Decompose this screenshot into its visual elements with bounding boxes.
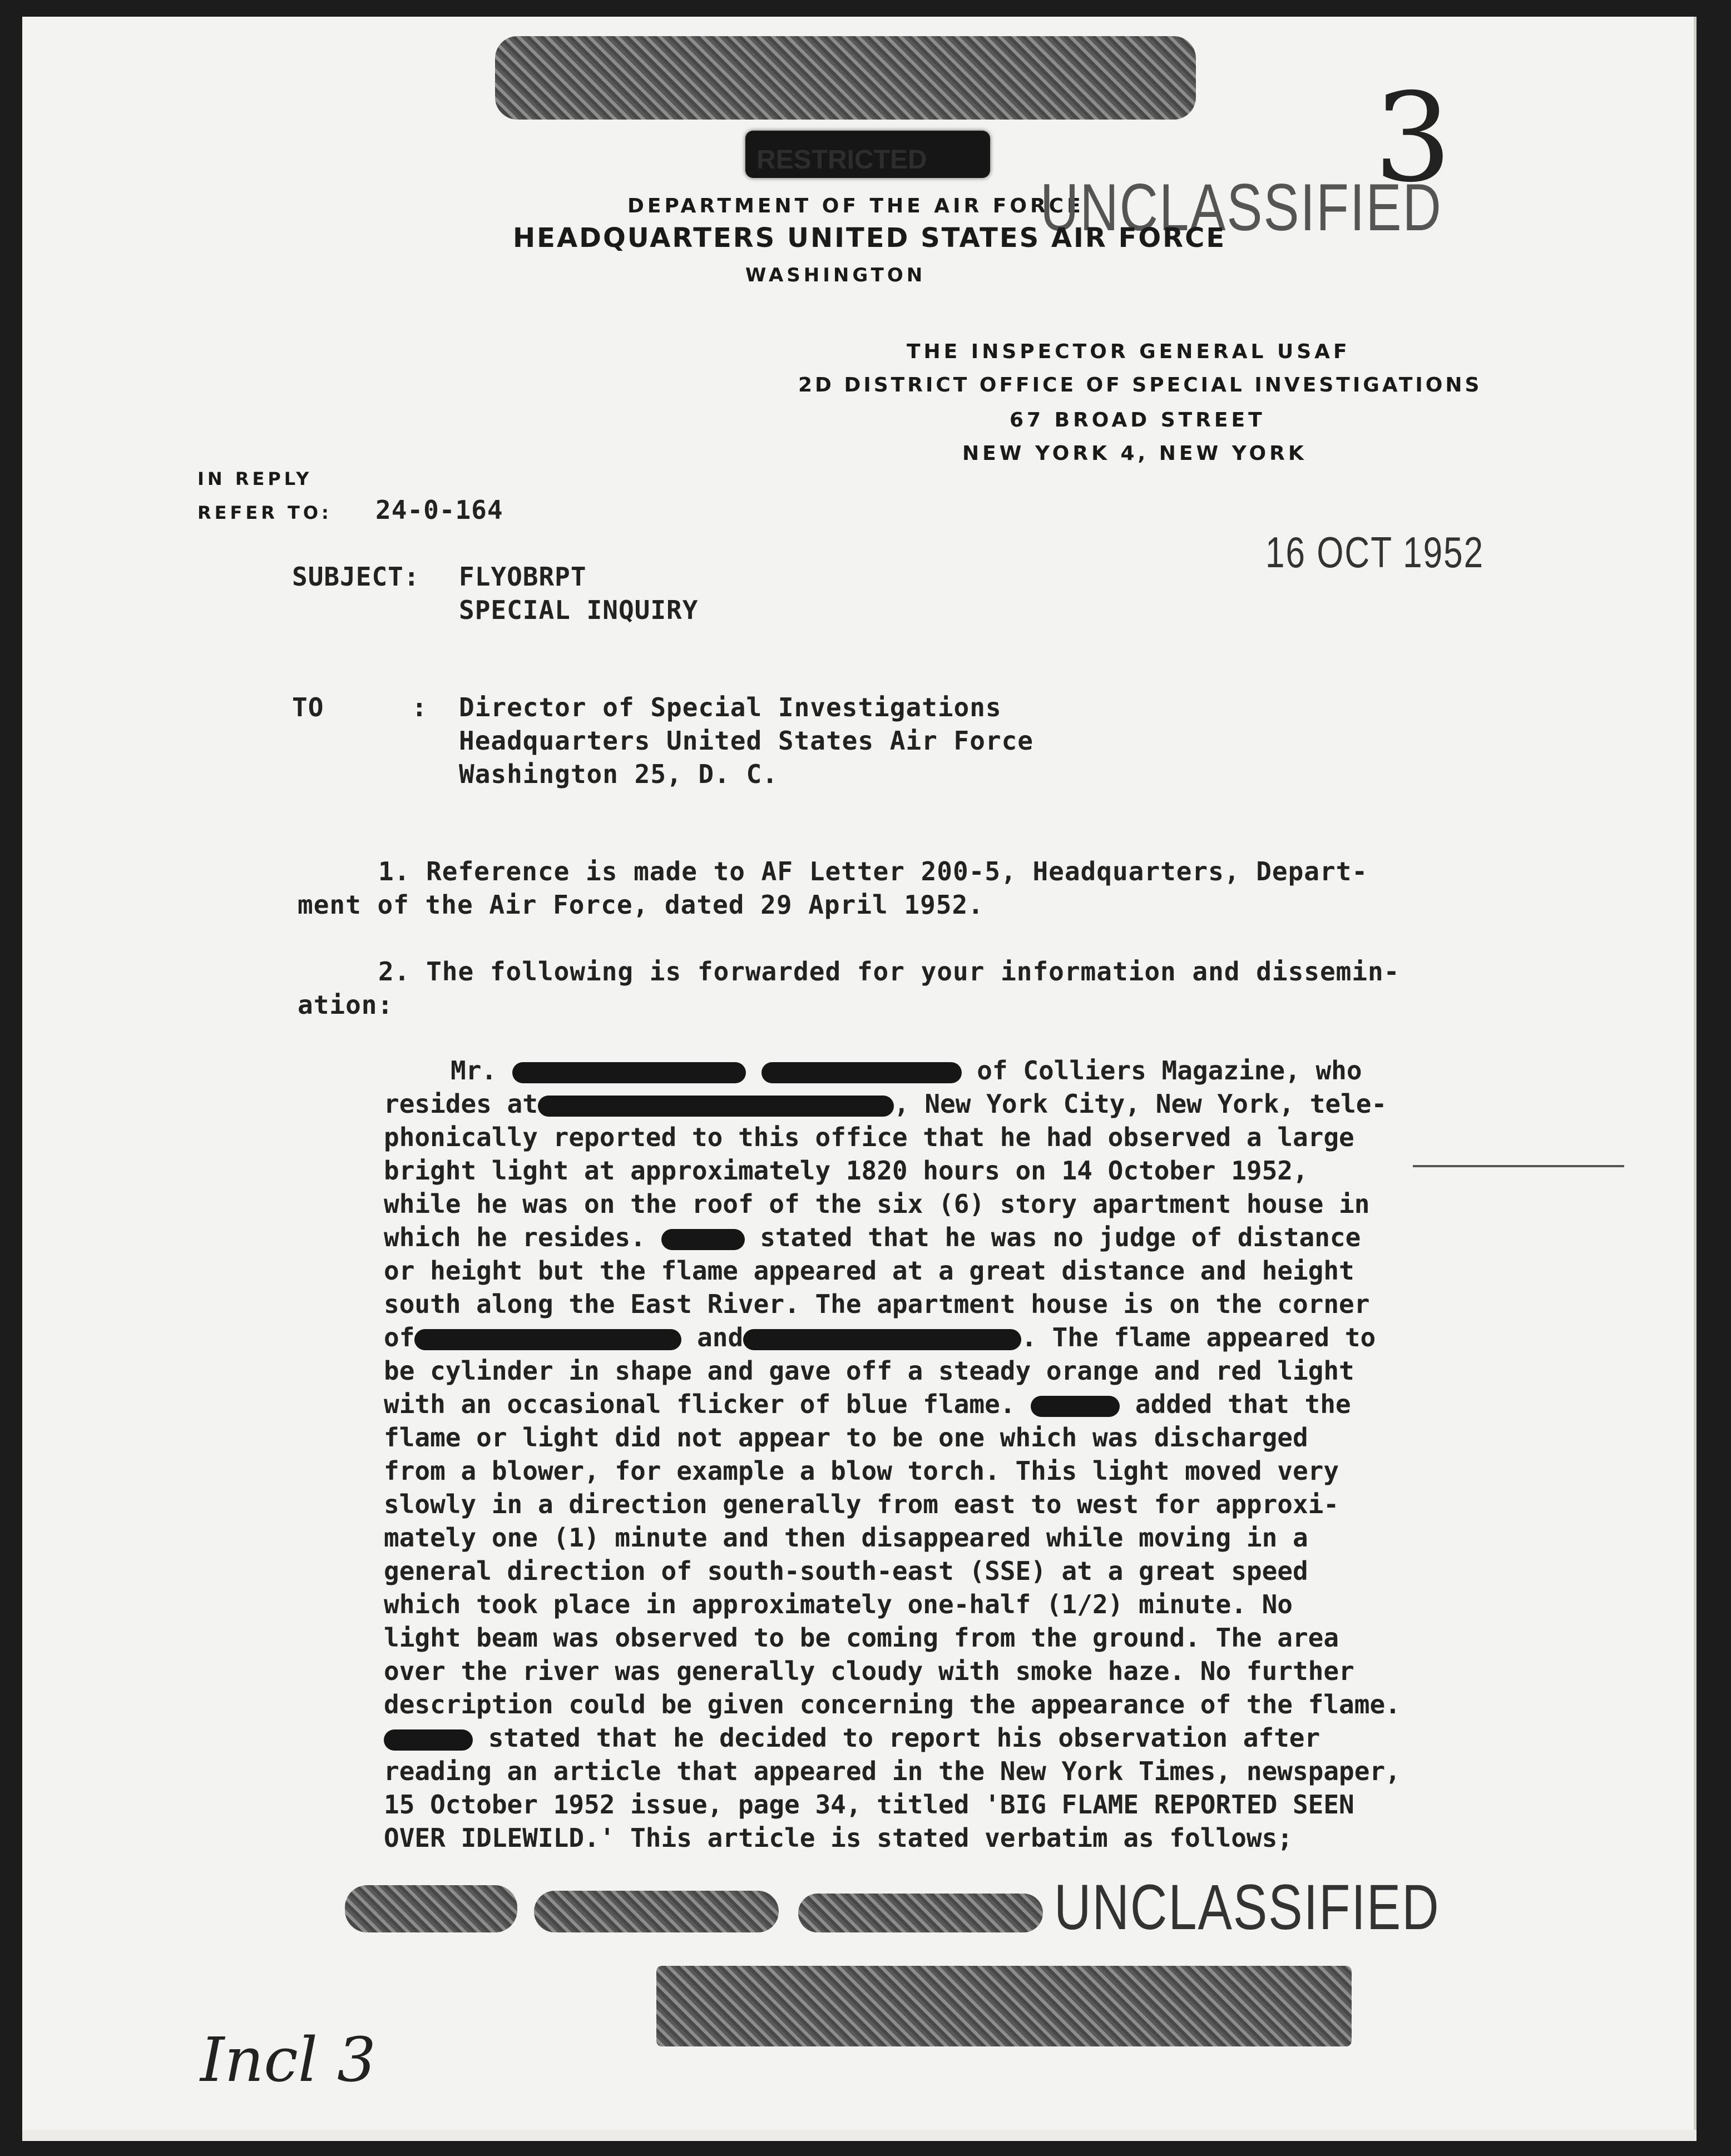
subject-label: SUBJECT: xyxy=(292,562,420,592)
report-body xyxy=(384,1054,1491,1855)
body-line: which took place in approximately one-half (1/2) minute. No xyxy=(384,1589,1293,1619)
body-line: mately one (1) minute and then disappeared while moving in a xyxy=(384,1523,1308,1553)
body-line: of and . The flame appeared to xyxy=(384,1322,1376,1352)
body-line: stated that he decided to report his observation after xyxy=(384,1721,1491,1754)
subject-line-1: FLYOBRPT xyxy=(459,562,587,592)
body-line: slowly in a direction generally from east to west for approxi- xyxy=(384,1489,1339,1519)
letterhead-headquarters: HEADQUARTERS UNITED STATES AIR FORCE xyxy=(513,222,1226,254)
body-line: from a blower, for example a blow torch. This light moved very xyxy=(384,1456,1339,1486)
date-stamp: 16 OCT 1952 xyxy=(1265,529,1485,577)
body-line: light beam was observed to be coming from the ground. The area xyxy=(384,1623,1339,1653)
para2-line-2: ation: xyxy=(298,990,394,1020)
para1-line-2: ment of the Air Force, dated 29 April 1952. xyxy=(298,890,984,920)
handwritten-page-number: 3 xyxy=(1374,67,1452,209)
reference-number: 24-0-164 xyxy=(375,495,503,525)
scan-edge-bottom xyxy=(0,2141,1731,2156)
reply-label: IN REPLY xyxy=(197,468,313,489)
bottom-redaction-1 xyxy=(345,1885,517,1932)
classification-stamp-top: UNCLASSIFIED xyxy=(1040,170,1442,245)
refer-label: REFER TO: xyxy=(197,502,332,523)
letterhead-washington: WASHINGTON xyxy=(745,264,926,286)
body-line: over the river was generally cloudy with smoke haze. No further xyxy=(384,1656,1354,1686)
to-label: TO xyxy=(292,692,324,722)
office-street: 67 BROAD STREET xyxy=(1010,409,1265,432)
to-line-3: Washington 25, D. C. xyxy=(459,759,778,789)
body-line: with an occasional flicker of blue flame. added that the xyxy=(384,1389,1351,1419)
office-inspector-general: THE INSPECTOR GENERAL USAF xyxy=(907,340,1351,363)
scan-edge-left xyxy=(0,0,22,2156)
body-line: phonically reported to this office that he had observed a large xyxy=(384,1122,1354,1152)
subject-line-2: SPECIAL INQUIRY xyxy=(459,595,699,625)
body-line: description could be given concerning the appearance of the flame. xyxy=(384,1689,1401,1719)
body-line: while he was on the roof of the six (6) story apartment house in xyxy=(384,1189,1370,1219)
to-colon: : xyxy=(412,692,428,722)
body-line: reading an article that appeared in the New York Times, newspaper, xyxy=(384,1756,1401,1786)
classification-stamp-bottom: UNCLASSIFIED xyxy=(1054,1872,1440,1943)
restricted-stamp: RESTRICTED xyxy=(756,145,927,175)
body-line: resides at , New York City, New York, tele- xyxy=(384,1089,1387,1119)
bottom-redaction-3 xyxy=(798,1894,1043,1932)
body-line: which he resides. stated that he was no judge of distance xyxy=(384,1222,1361,1252)
bottom-redaction-bar xyxy=(656,1966,1352,2046)
body-line: or height but the flame appeared at a great distance and height xyxy=(384,1256,1354,1286)
to-line-2: Headquarters United States Air Force xyxy=(459,726,1033,756)
body-line: south along the East River. The apartment house is on the corner xyxy=(384,1289,1370,1319)
bottom-redaction-2 xyxy=(534,1891,779,1932)
body-line: be cylinder in shape and gave off a steady orange and red light xyxy=(384,1356,1354,1386)
para2-line-1: 2. The following is forwarded for your information and dissemin- xyxy=(378,956,1400,987)
letterhead-department: DEPARTMENT OF THE AIR FORCE xyxy=(627,195,1084,217)
scan-edge-right xyxy=(1697,0,1731,2156)
body-line: flame or light did not appear to be one which was discharged xyxy=(384,1423,1308,1453)
scan-edge-top xyxy=(0,0,1731,17)
top-redaction-bar xyxy=(495,36,1196,120)
office-city: NEW YORK 4, NEW YORK xyxy=(962,442,1307,465)
body-line: general direction of south-south-east (SSE) at a great speed xyxy=(384,1556,1308,1586)
handwritten-enclosure: Incl 3 xyxy=(200,2024,377,2095)
office-district: 2D DISTRICT OFFICE OF SPECIAL INVESTIGATIONS xyxy=(798,374,1482,396)
body-line: bright light at approximately 1820 hours on 14 October 1952, xyxy=(384,1156,1308,1186)
annotation-line xyxy=(1413,1165,1624,1167)
body-line: Mr. of Colliers Magazine, who xyxy=(451,1055,1362,1086)
body-line: 15 October 1952 issue, page 34, titled 'BIG FLAME REPORTED SEEN xyxy=(384,1790,1354,1820)
to-line-1: Director of Special Investigations xyxy=(459,692,1002,722)
para1-line-1: 1. Reference is made to AF Letter 200-5, Headquarters, Depart- xyxy=(378,856,1368,886)
body-line: OVER IDLEWILD.' This article is stated verbatim as follows; xyxy=(384,1823,1293,1853)
